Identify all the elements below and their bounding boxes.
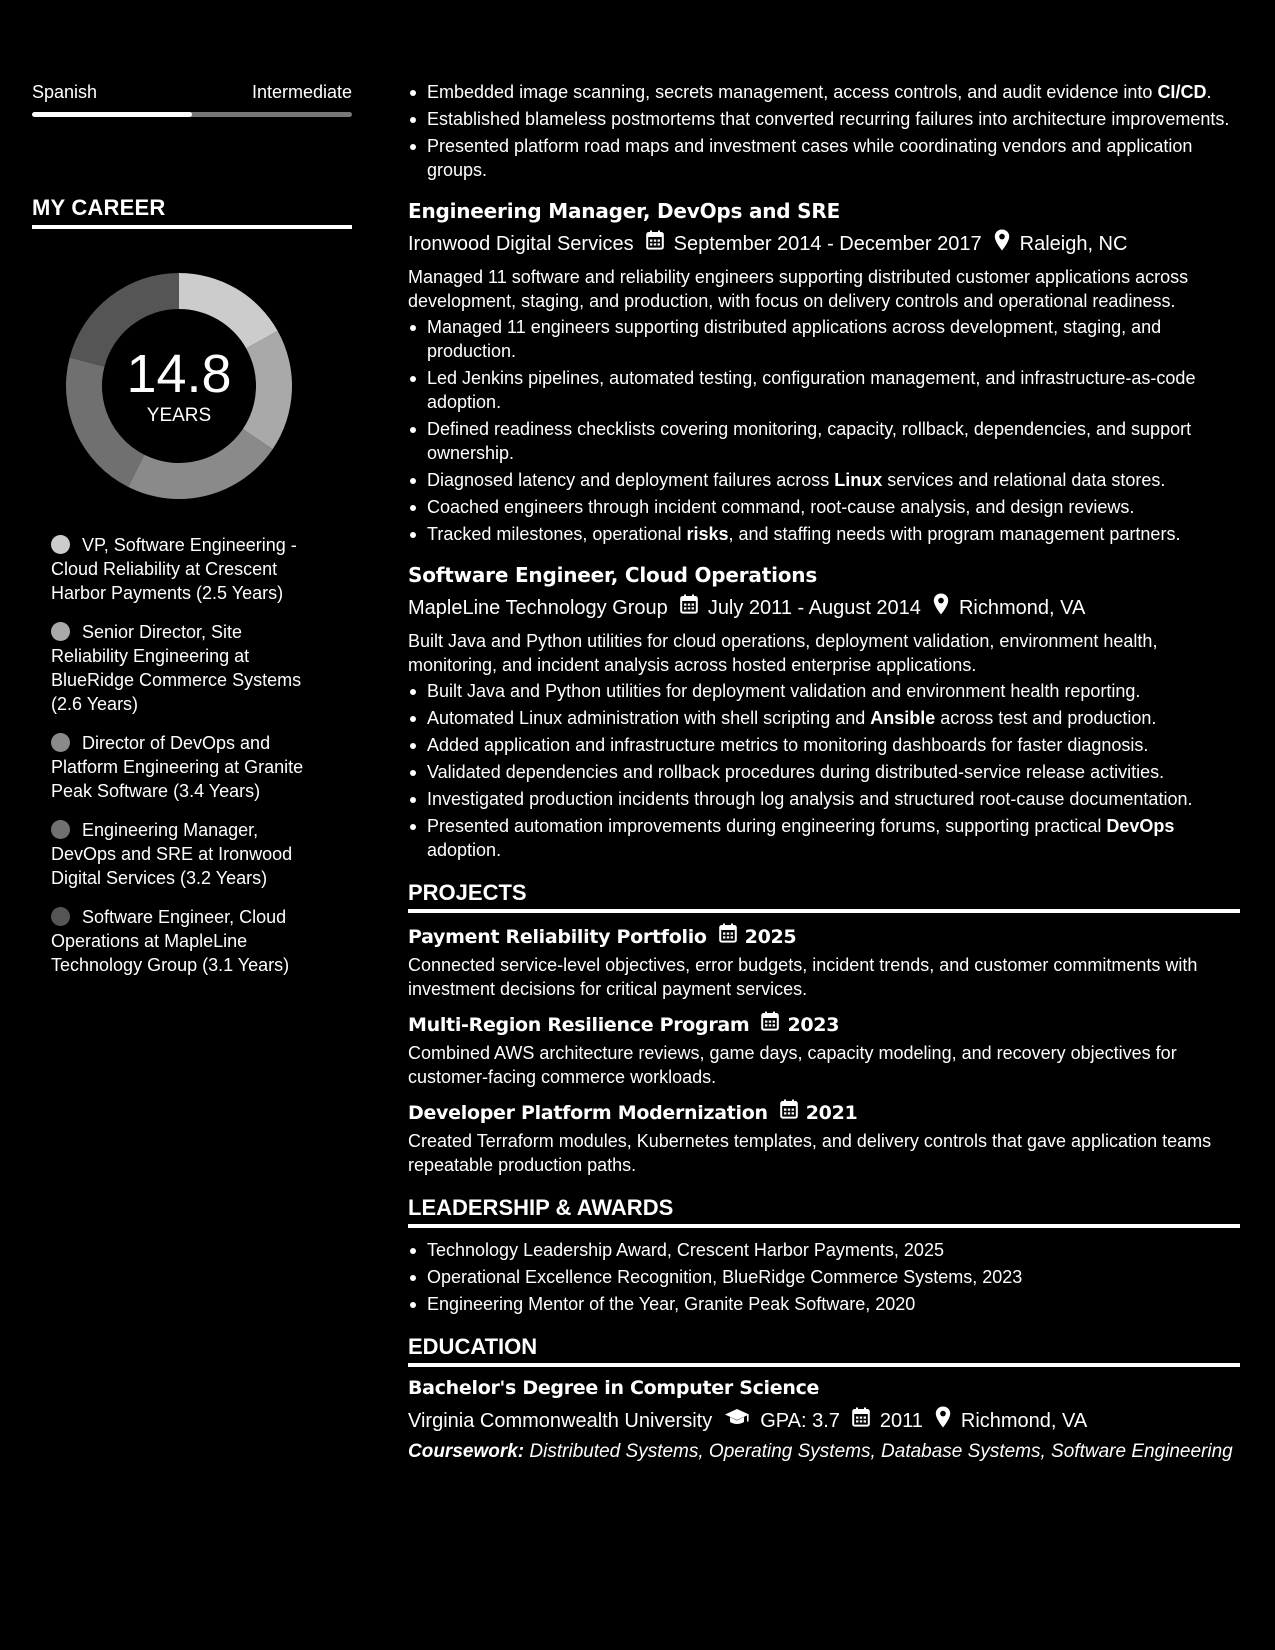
bullet-text: Validated dependencies and rollback procedures during distributed-service release activities.	[427, 762, 1165, 782]
bullet-item	[408, 522, 1240, 546]
bullet-item	[408, 107, 1240, 131]
bold-keyword: CI/CD	[1157, 82, 1207, 102]
map-pin-icon	[994, 229, 1010, 258]
bullet-item	[408, 417, 1240, 465]
job-title: Engineering Manager, DevOps and SRE	[408, 199, 841, 223]
award-item: Operational Excellence Recognition, BlueRidge Commerce Systems, 2023	[408, 1265, 1240, 1289]
bullet-item	[408, 134, 1240, 182]
bullet-text: Defined readiness checklists covering monitoring, capacity, rollback, dependencies, and support ownership.	[427, 419, 1192, 463]
sidebar	[32, 80, 352, 992]
career-role-label: Software Engineer, Cloud Operations at MapleLine Technology Group (3.1 Years)	[51, 907, 290, 975]
project-title: Multi-Region Resilience Program	[408, 1013, 750, 1036]
projects-heading: PROJECTS	[408, 880, 1240, 913]
job-dates: July 2011 - August 2014	[707, 596, 921, 619]
career-legend-item	[51, 731, 321, 803]
calendar-icon	[680, 594, 698, 621]
legend-dot	[51, 535, 70, 554]
language-row	[32, 80, 352, 104]
company-name: MapleLine Technology Group	[408, 596, 668, 619]
total-years: 14.8	[126, 344, 232, 404]
career-role-label: Senior Director, Site Reliability Engineering at BlueRidge Commerce Systems (2.6 Years)	[51, 622, 302, 714]
map-pin-icon	[935, 1406, 951, 1435]
calendar-icon	[761, 1011, 779, 1038]
bullet-text: .	[1206, 82, 1212, 102]
project-year: 2025	[744, 925, 797, 948]
bold-keyword: DevOps	[1106, 816, 1175, 836]
bold-keyword: Linux	[834, 470, 883, 490]
years-label: YEARS	[146, 405, 212, 426]
education-meta	[408, 1406, 1240, 1435]
career-donut-chart	[66, 273, 292, 499]
bullet-item	[408, 706, 1240, 730]
project-title: Developer Platform Modernization	[408, 1101, 768, 1124]
project-entry	[408, 1011, 1240, 1089]
project-year: 2021	[805, 1101, 858, 1124]
career-legend-item	[51, 620, 321, 716]
school-location: Richmond, VA	[960, 1409, 1088, 1432]
project-entry	[408, 923, 1240, 1001]
map-pin-icon	[933, 593, 949, 622]
career-role-label: VP, Software Engineering - Cloud Reliability at Crescent Harbor Payments (2.5 Years)	[51, 535, 297, 603]
job-meta	[408, 593, 1240, 622]
job-summary: Managed 11 software and reliability engineers supporting distributed customer applications across development, staging, and production, with focus on delivery controls and operational readiness.	[408, 267, 1189, 311]
awards-heading: LEADERSHIP & AWARDS	[408, 1195, 1240, 1228]
project-description: Combined AWS architecture reviews, game days, capacity modeling, and recovery objectives for customer-facing commerce workloads.	[408, 1043, 1177, 1087]
job-dates: September 2014 - December 2017	[673, 232, 982, 255]
bullet-text: Established blameless postmortems that converted recurring failures into architecture improvements.	[427, 109, 1230, 129]
legend-dot	[51, 733, 70, 752]
bullet-item	[408, 366, 1240, 414]
previous-job-bullets	[408, 80, 1240, 182]
coursework-label: Coursework:	[408, 1441, 525, 1462]
project-description: Connected service-level objectives, error budgets, incident trends, and customer commitments with investment decisions for critical payment services.	[408, 955, 1198, 999]
job-entry	[408, 198, 1240, 546]
project-title-row	[408, 1011, 1240, 1038]
project-description: Created Terraform modules, Kubernetes templates, and delivery controls that gave application teams repeatable production paths.	[408, 1131, 1212, 1175]
projects-list	[408, 923, 1240, 1177]
job-bullets	[408, 315, 1240, 546]
calendar-icon	[646, 230, 664, 257]
degree-title: Bachelor's Degree in Computer Science	[408, 1377, 820, 1399]
language-name: Spanish	[32, 82, 98, 102]
bullet-text: Presented automation improvements during engineering forums, supporting practical	[427, 816, 1107, 836]
language-level: Intermediate	[251, 82, 352, 102]
project-title-row	[408, 1099, 1240, 1126]
donut-center	[66, 273, 292, 499]
legend-dot	[51, 820, 70, 839]
bullet-item	[408, 760, 1240, 784]
career-legend-item	[51, 905, 321, 977]
bullet-text: , and staffing needs with program management partners.	[728, 524, 1181, 544]
bullet-text: Embedded image scanning, secrets management, access controls, and audit evidence into	[427, 82, 1158, 102]
job-location: Raleigh, NC	[1019, 232, 1128, 255]
project-title-row	[408, 923, 1240, 950]
bullet-text: Tracked milestones, operational	[427, 524, 687, 544]
career-role-label: Engineering Manager, DevOps and SRE at Ironwood Digital Services (3.2 Years)	[51, 820, 293, 888]
bullet-item	[408, 80, 1240, 104]
bullet-item	[408, 495, 1240, 519]
award-item: Engineering Mentor of the Year, Granite Peak Software, 2020	[408, 1292, 1240, 1316]
project-title: Payment Reliability Portfolio	[408, 925, 707, 948]
bullet-text: Added application and infrastructure metrics to monitoring dashboards for faster diagnosis.	[427, 735, 1149, 755]
calendar-icon	[719, 923, 737, 950]
bullet-text: adoption.	[427, 840, 502, 860]
project-year: 2023	[787, 1013, 840, 1036]
bullet-text: Coached engineers through incident command, root-cause analysis, and design reviews.	[427, 497, 1135, 517]
bullet-text: Led Jenkins pipelines, automated testing, configuration management, and infrastructure-as-code adoption.	[427, 368, 1196, 412]
bullet-item	[408, 468, 1240, 492]
coursework	[408, 1439, 1240, 1464]
bullet-text: Managed 11 engineers supporting distributed applications across development, staging, and production.	[427, 317, 1162, 361]
career-legend-item	[51, 533, 321, 605]
graduation-year: 2011	[879, 1409, 923, 1432]
bullet-text: Diagnosed latency and deployment failures across	[427, 470, 835, 490]
calendar-icon	[852, 1407, 870, 1434]
education-heading: EDUCATION	[408, 1334, 1240, 1367]
job-summary: Built Java and Python utilities for cloud operations, deployment validation, environment health, monitoring, and incident analysis across hosted enterprise applications.	[408, 631, 1158, 675]
bullet-item	[408, 733, 1240, 757]
experience-list	[408, 198, 1240, 862]
awards-list	[408, 1238, 1240, 1316]
job-location: Richmond, VA	[958, 596, 1086, 619]
job-meta	[408, 229, 1240, 258]
coursework-list: Distributed Systems, Operating Systems, Database Systems, Software Engineering	[529, 1441, 1233, 1462]
language-proficiency-bar	[32, 112, 352, 117]
bullet-item	[408, 814, 1240, 862]
gpa: GPA: 3.7	[760, 1409, 840, 1432]
bullet-text: Investigated production incidents through log analysis and structured root-cause documentation.	[427, 789, 1193, 809]
career-role-label: Director of DevOps and Platform Engineering at Granite Peak Software (3.4 Years)	[51, 733, 304, 801]
job-title: Software Engineer, Cloud Operations	[408, 563, 818, 587]
bold-keyword: risks	[686, 524, 729, 544]
career-heading: MY CAREER	[32, 195, 352, 229]
legend-dot	[51, 907, 70, 926]
bullet-item	[408, 787, 1240, 811]
graduation-cap-icon	[724, 1407, 750, 1434]
bullet-text: Automated Linux administration with shell scripting and	[427, 708, 871, 728]
bullet-item	[408, 315, 1240, 363]
bullet-text: Built Java and Python utilities for deployment validation and environment health reporting.	[427, 681, 1141, 701]
career-legend-item	[51, 818, 321, 890]
career-legend	[32, 533, 352, 977]
language-proficiency-fill	[32, 112, 192, 117]
legend-dot	[51, 622, 70, 641]
job-bullets	[408, 679, 1240, 862]
school-name: Virginia Commonwealth University	[408, 1409, 713, 1432]
main-content	[408, 80, 1240, 1464]
project-entry	[408, 1099, 1240, 1177]
award-item: Technology Leadership Award, Crescent Harbor Payments, 2025	[408, 1238, 1240, 1262]
bold-keyword: Ansible	[870, 708, 936, 728]
bullet-text: Presented platform road maps and investment cases while coordinating vendors and application groups.	[427, 136, 1193, 180]
calendar-icon	[780, 1099, 798, 1126]
company-name: Ironwood Digital Services	[408, 232, 634, 255]
bullet-text: services and relational data stores.	[882, 470, 1166, 490]
bullet-text: across test and production.	[935, 708, 1157, 728]
bullet-item	[408, 679, 1240, 703]
job-entry	[408, 562, 1240, 862]
